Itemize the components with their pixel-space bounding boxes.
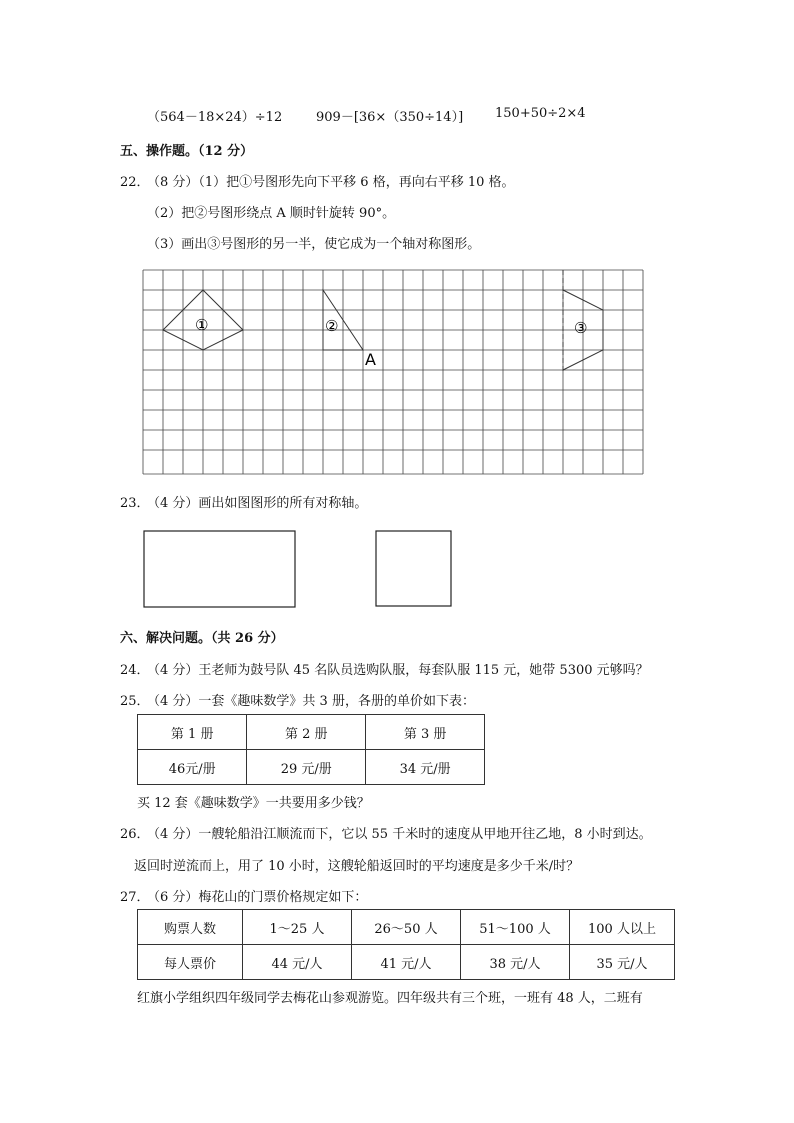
- table-cell: 每人票价: [138, 945, 243, 980]
- q26-number: 26．: [120, 827, 150, 842]
- table-header-cell: 第 1 册: [138, 715, 247, 750]
- q23-rectangle: [144, 531, 295, 607]
- table-cell: 1～25 人: [243, 910, 352, 945]
- table-cell: 51～100 人: [461, 910, 570, 945]
- table-cell: 46元/册: [138, 750, 247, 785]
- table-cell: 41 元/人: [352, 945, 461, 980]
- table-cell: 100 人以上: [570, 910, 675, 945]
- table-cell: 29 元/册: [247, 750, 366, 785]
- q27-number: 27．: [120, 890, 150, 905]
- grid-lines: [143, 270, 643, 474]
- table-cell: 35 元/人: [570, 945, 675, 980]
- q23-number: 23．: [120, 496, 150, 511]
- table-cell: 购票人数: [138, 910, 243, 945]
- calc-expression-1: （564－18×24）÷12: [147, 110, 283, 125]
- calc-expression-3: 150+50÷2×4: [495, 106, 586, 121]
- shape-3-label: ③: [574, 319, 588, 337]
- table-cell: 34 元/册: [366, 750, 485, 785]
- table-cell: 38 元/人: [461, 945, 570, 980]
- table-cell: 44 元/人: [243, 945, 352, 980]
- q22-line-2: （2）把②号图形绕点 A 顺时针旋转 90°。: [147, 206, 396, 221]
- shape-2-label: ②: [325, 317, 339, 335]
- q22-line-1: （8 分）（1）把①号图形先向下平移 6 格，再向右平移 10 格。: [147, 175, 515, 190]
- q27-last-line: 红旗小学组织四年级同学去梅花山参观游览。四年级共有三个班，一班有 48 人，二班有: [137, 991, 643, 1006]
- q26-line-1: （4 分）一艘轮船沿江顺流而下，它以 55 千米时的速度从甲地开往乙地，8 小时到达。: [147, 827, 652, 842]
- q27-ticket-table: [137, 909, 675, 980]
- q22-number: 22．: [120, 175, 150, 190]
- section-6-heading: 六、解决问题。（共 26 分）: [120, 631, 284, 646]
- calc-expression-2: 909－[36×（350÷14）]: [316, 110, 464, 125]
- section-5-heading: 五、操作题。（12 分）: [120, 144, 254, 159]
- shape-1-label: ①: [195, 316, 209, 334]
- q27-text: （6 分）梅花山的门票价格规定如下：: [147, 890, 368, 905]
- q22-line-3: （3）画出③号图形的另一半，使它成为一个轴对称图形。: [147, 237, 481, 252]
- q23-text: （4 分）画出如图图形的所有对称轴。: [147, 496, 368, 511]
- q25-price-table: [137, 714, 485, 785]
- q23-square: [376, 531, 451, 606]
- q25-question: 买 12 套《趣味数学》一共要用多少钱？: [137, 796, 370, 811]
- table-cell: 26～50 人: [352, 910, 461, 945]
- point-a-label: A: [365, 350, 376, 369]
- q26-line-2: 返回时逆流而上，用了 10 小时，这艘轮船返回时的平均速度是多少千米/时？: [134, 859, 580, 874]
- table-header-cell: 第 2 册: [247, 715, 366, 750]
- q24-number: 24．: [120, 663, 150, 678]
- q24-text: （4 分）王老师为鼓号队 45 名队员选购队服，每套队服 115 元，她带 5300 元够吗？: [147, 663, 649, 678]
- table-header-cell: 第 3 册: [366, 715, 485, 750]
- q25-text: （4 分）一套《趣味数学》共 3 册，各册的单价如下表：: [147, 694, 475, 709]
- q25-number: 25．: [120, 694, 150, 709]
